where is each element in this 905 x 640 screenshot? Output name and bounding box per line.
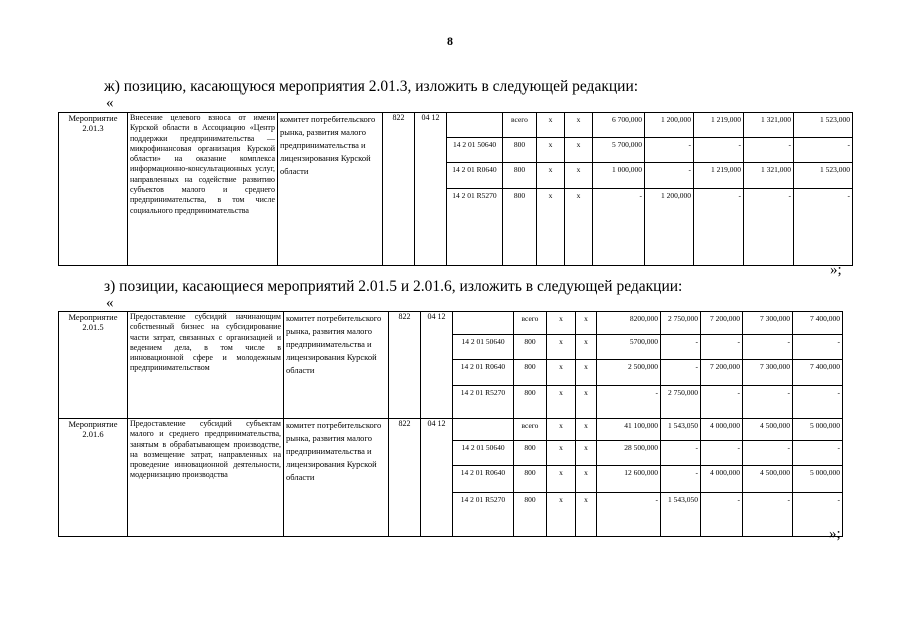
csr-code: 14 2 01 R0640 [447,163,503,189]
csr-code: 14 2 01 50640 [453,441,514,466]
csr-code: 14 2 01 50640 [447,138,503,163]
marker-x: x [547,386,576,419]
vr-code: 800 [514,493,547,537]
amount-year-3: - [743,386,793,419]
amount-year-4: - [793,335,843,360]
csr-code [453,312,514,335]
amount-total: 41 100,000 [597,419,661,441]
rzpr-code: 04 12 [421,419,453,537]
marker-x: x [576,419,597,441]
csr-code: 14 2 01 R5270 [453,386,514,419]
section-heading-z: з) позиции, касающиеся мероприятий 2.01.5 и 2.01.6, изложить в следующей редакции: [104,278,683,295]
table-row [59,312,843,335]
amount-year-4: 1 523,000 [794,113,853,138]
amount-total: - [593,189,645,266]
marker-x: x [565,163,593,189]
measure-code: Мероприятие 2.01.3 [59,113,128,266]
amount-year-1: 1 200,000 [645,113,694,138]
amount-total: 1 000,000 [593,163,645,189]
amendment-table-2-01-3 [58,112,853,266]
amount-year-3: - [743,493,793,537]
amount-year-3: 4 500,000 [743,419,793,441]
amount-year-2: - [701,335,743,360]
amount-year-3: 7 300,000 [743,312,793,335]
amount-year-1: 2 750,000 [661,386,701,419]
executor: комитет потребительского рынка, развития малого предпринимательства и лицензирования Курской области [278,113,383,266]
amount-year-1: - [645,138,694,163]
csr-code [447,113,503,138]
vr-code: 800 [503,138,537,163]
measure-description: Внесение целевого взноса от имени Курской области в Ассоциацию «Центр поддержки предпринимательства — микрофинансовая организация Курской области» на оказание комплекса информационно-консультационных услуг, направленных на содействие развитию субъектов малого и среднего предпринимательства, в том числе социального предпринимательства [128,113,278,266]
amount-total: 12 600,000 [597,466,661,493]
amount-year-2: - [701,386,743,419]
marker-x: x [547,312,576,335]
marker-x: x [576,386,597,419]
grbs-code: 822 [383,113,415,266]
amount-year-4: - [794,138,853,163]
marker-x: x [547,441,576,466]
amount-year-2: - [701,493,743,537]
amount-year-4: - [793,493,843,537]
amount-year-4: 7 400,000 [793,312,843,335]
amount-year-1: - [661,441,701,466]
amount-year-3: 1 321,000 [744,113,794,138]
amount-year-4: - [794,189,853,266]
vr-code: 800 [514,335,547,360]
amendment-table-2-01-5-6 [58,311,843,537]
marker-x: x [537,138,565,163]
measure-description: Предоставление субсидий начинающим собственный бизнес на субсидирование части затрат, связанных с организацией и ведением дела, в том числе в инновационной сфере и молодежным предпринимательством [128,312,284,419]
page-number: 8 [447,34,453,48]
amount-year-4: 5 000,000 [793,466,843,493]
amount-year-2: 7 200,000 [701,360,743,386]
amount-total: 28 500,000 [597,441,661,466]
table-row [59,419,843,441]
amount-year-3: 7 300,000 [743,360,793,386]
section-heading-zh: ж) позицию, касающуюся мероприятия 2.01.3, изложить в следующей редакции: [104,78,639,95]
amount-year-1: 1 200,000 [645,189,694,266]
vr-code: 800 [503,163,537,189]
marker-x: x [576,312,597,335]
amount-year-2: 4 000,000 [701,419,743,441]
rzpr-code: 04 12 [421,312,453,419]
csr-code: 14 2 01 R5270 [447,189,503,266]
vr-code: 800 [514,386,547,419]
vr-code: 800 [503,189,537,266]
table-row [59,113,853,138]
open-quote: « [106,295,114,311]
grbs-code: 822 [389,419,421,537]
amount-total: - [597,493,661,537]
measure-code: Мероприятие 2.01.6 [59,419,128,537]
measure-code: Мероприятие 2.01.5 [59,312,128,419]
amount-year-2: - [694,138,744,163]
executor: комитет потребительского рынка, развития малого предпринимательства и лицензирования Курской области [284,312,389,419]
csr-code: 14 2 01 R0640 [453,466,514,493]
marker-x: x [565,189,593,266]
measure-description: Предоставление субсидий субъектам малого и среднего предпринимательства, занятым в обрабатывающем производстве, на возмещение затрат, направленных на проведение инновационной деятельности, модернизацию производства [128,419,284,537]
marker-x: x [547,419,576,441]
amount-total: 5 700,000 [593,138,645,163]
vr-code: всего [503,113,537,138]
grbs-code: 822 [389,312,421,419]
amount-year-1: - [661,360,701,386]
close-quote: »; [830,262,842,278]
amount-year-1: - [645,163,694,189]
rzpr-code: 04 12 [415,113,447,266]
amount-year-4: - [793,386,843,419]
vr-code: 800 [514,360,547,386]
marker-x: x [547,466,576,493]
amount-year-3: - [744,138,794,163]
marker-x: x [547,493,576,537]
amount-year-3: 4 500,000 [743,466,793,493]
amount-year-2: 7 200,000 [701,312,743,335]
amount-year-4: - [793,441,843,466]
amount-year-2: - [694,189,744,266]
marker-x: x [576,493,597,537]
csr-code: 14 2 01 R5270 [453,493,514,537]
marker-x: x [576,335,597,360]
marker-x: x [565,138,593,163]
amount-total: 8200,000 [597,312,661,335]
marker-x: x [537,163,565,189]
amount-year-4: 7 400,000 [793,360,843,386]
amount-year-2: 4 000,000 [701,466,743,493]
marker-x: x [576,441,597,466]
csr-code: 14 2 01 50640 [453,335,514,360]
marker-x: x [547,335,576,360]
marker-x: x [565,113,593,138]
amount-total: - [597,386,661,419]
executor: комитет потребительского рынка, развития малого предпринимательства и лицензирования Курской области [284,419,389,537]
amount-year-2: 1 219,000 [694,113,744,138]
amount-year-2: - [701,441,743,466]
amount-year-3: - [743,335,793,360]
marker-x: x [576,360,597,386]
amount-year-1: - [661,466,701,493]
amount-year-3: - [743,441,793,466]
open-quote: « [106,95,114,111]
amount-year-4: 5 000,000 [793,419,843,441]
vr-code: 800 [514,441,547,466]
amount-total: 6 700,000 [593,113,645,138]
csr-code [453,419,514,441]
marker-x: x [576,466,597,493]
amount-total: 5700,000 [597,335,661,360]
amount-year-3: 1 321,000 [744,163,794,189]
amount-year-2: 1 219,000 [694,163,744,189]
amount-year-1: - [661,335,701,360]
amount-year-4: 1 523,000 [794,163,853,189]
vr-code: всего [514,419,547,441]
amount-year-3: - [744,189,794,266]
close-quote: »; [829,526,841,542]
amount-year-1: 1 543,050 [661,419,701,441]
amount-total: 2 500,000 [597,360,661,386]
vr-code: 800 [514,466,547,493]
vr-code: всего [514,312,547,335]
amount-year-1: 2 750,000 [661,312,701,335]
marker-x: x [547,360,576,386]
marker-x: x [537,189,565,266]
csr-code: 14 2 01 R0640 [453,360,514,386]
marker-x: x [537,113,565,138]
amount-year-1: 1 543,050 [661,493,701,537]
